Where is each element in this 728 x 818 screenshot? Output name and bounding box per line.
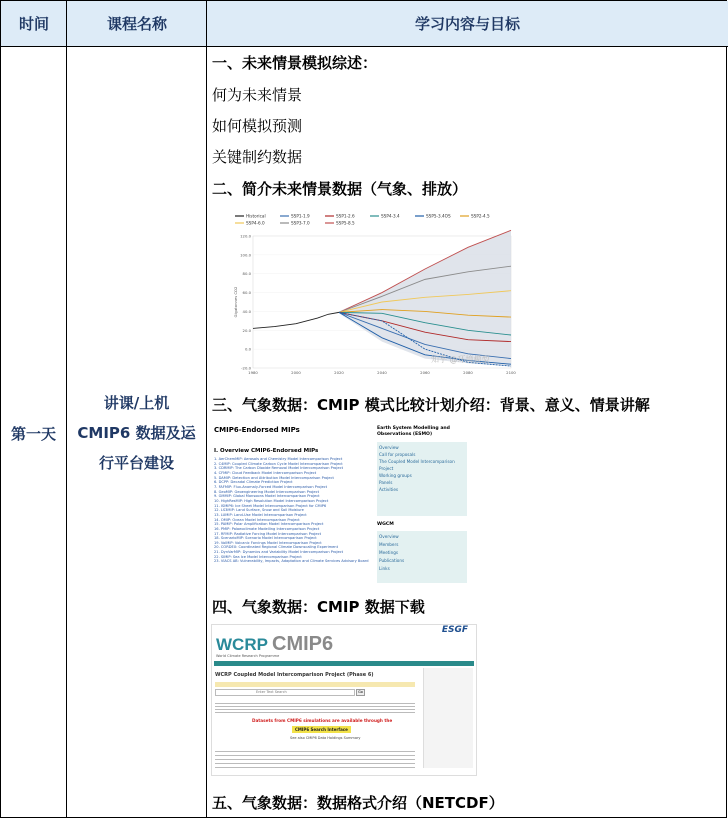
mip-item[interactable]: 17. RFMIP: Radiative Forcing Model Intercomparison Project	[214, 531, 322, 536]
y-tick-label: 60.0	[242, 290, 251, 296]
wcrp-logo: WCRP	[216, 635, 268, 654]
side2-link[interactable]: Overview	[379, 534, 399, 539]
search-button[interactable]: Go	[356, 689, 365, 696]
mip-item[interactable]: 3. CDRMIP: The Carbon Dioxide Removal Model Intercomparison Project	[214, 466, 343, 471]
side-link[interactable]: Activities	[379, 487, 399, 492]
course-name-line: 讲课/上机	[103, 394, 170, 412]
search-label-bar	[215, 682, 415, 687]
legend-label: SSP1-1.9	[291, 213, 310, 219]
y-tick-label: -20.0	[241, 365, 251, 371]
side-link[interactable]: Working groups	[379, 473, 412, 478]
section-title: 二、简介未来情景数据（气象、排放）	[212, 180, 468, 198]
y-tick-label: 80.0	[242, 271, 251, 277]
mip-item[interactable]: 14. OMIP: Ocean Model Intercomparison Project	[214, 517, 300, 522]
mip-item[interactable]: 2. C4MIP: Coupled Climate Carbon Cycle Model Intercomparison Project	[214, 461, 343, 466]
side2-title: WGCM	[377, 522, 394, 527]
section-title: 四、气象数据：CMIP 数据下载	[212, 598, 425, 616]
side2-link[interactable]: Links	[379, 566, 390, 571]
watermark: 知乎 @环境模型	[431, 355, 490, 364]
legend-label: SSP5-3.4OS	[426, 213, 451, 219]
legend-label: SSP3-7.0	[291, 220, 310, 226]
mips-title: CMIP6-Endorsed MIPs	[214, 426, 300, 434]
mip-item[interactable]: 8. GeoMIP: Geoengineering Model Intercomparison Project	[214, 489, 319, 494]
search-input[interactable]: Enter Text Search	[215, 689, 355, 696]
header-course-label: 课程名称	[106, 15, 167, 33]
esgf-page-figure	[211, 624, 477, 776]
mip-item[interactable]: 10. HighResMIP: High Resolution Model Intercomparison Project	[214, 498, 329, 503]
emissions-chart-figure	[231, 208, 516, 378]
legend-label: SSP5-8.5	[336, 220, 355, 226]
x-tick-label: 2040	[377, 370, 387, 375]
side2-link[interactable]: Members	[379, 542, 399, 547]
section-title: 一、未来情景模拟综述：	[212, 54, 378, 72]
mip-item[interactable]: 21. DynVarMIP: Dynamics and Variability Model Intercomparison Project	[214, 550, 344, 555]
header-time	[1, 1, 67, 47]
y-tick-label: 20.0	[242, 327, 251, 333]
mip-item[interactable]: 12. LS3MIP: Land Surface, Snow and Soil Moisture	[214, 508, 304, 513]
esgf-logo: ESGF	[441, 625, 468, 635]
y-tick-label: 0.0	[244, 346, 251, 352]
legend-label: SSP4-6.0	[246, 220, 265, 226]
emissions-chart	[231, 208, 516, 378]
section-item: 如何模拟预测	[212, 117, 303, 135]
side-menu	[377, 442, 467, 516]
section-item: 何为未来情景	[212, 86, 303, 104]
x-tick-label: 2080	[463, 370, 473, 375]
mip-item[interactable]: 4. CFMIP: Cloud Feedback Model Intercomparison Project	[214, 470, 317, 475]
side2-link[interactable]: Publications	[379, 558, 405, 563]
mip-item[interactable]: 13. LUMIP: Land-Use Model Intercomparison Project	[214, 512, 307, 517]
data-holdings-link[interactable]: See also CMIP6 Data Holdings Summary	[290, 736, 361, 740]
day-label: 第一天	[10, 424, 56, 443]
body-text-lines	[215, 748, 415, 772]
mip-item[interactable]: 7. FAFMIP: Flux-Anomaly-Forced Model Intercomparison Project	[214, 484, 328, 489]
cmip6-search-link[interactable]: CMIP6 Search Interface	[292, 726, 351, 733]
content-cell	[207, 48, 726, 817]
course-name-line: 行平台建设	[98, 454, 174, 472]
legend-label: Historical	[246, 213, 266, 219]
course-name-line: CMIP6 数据及运	[77, 424, 196, 442]
legend-label: SSP2-4.5	[471, 213, 490, 219]
legend-label: SSP1-2.6	[336, 213, 355, 219]
mip-item[interactable]: 15. PAMIP: Polar Amplification Model Intercomparison Project	[214, 522, 324, 527]
mip-item[interactable]: 16. PMIP: Palaeoclimate Modelling Intercomparison Project	[214, 526, 320, 531]
cmip-side-panel	[377, 426, 467, 582]
x-tick-label: 1980	[248, 370, 258, 375]
header-course	[67, 1, 207, 47]
y-tick-label: 100.0	[240, 252, 251, 258]
x-tick-label: 2100	[506, 370, 516, 375]
side2-menu	[377, 531, 467, 583]
esgf-heading: WCRP Coupled Model Intercomparison Project (Phase 6)	[215, 672, 374, 678]
mip-item[interactable]: 5. DAMIP: Detection and Attribution Model Intercomparison Project	[214, 475, 334, 480]
mip-item[interactable]: 11. ISMIP6: Ice Sheet Model Intercomparison Project for CMIP6	[214, 503, 327, 508]
x-tick-label: 2060	[420, 370, 430, 375]
side2-link[interactable]: Meetings	[379, 550, 399, 555]
side-link[interactable]: Call for proposals	[379, 452, 416, 457]
x-tick-label: 2000	[291, 370, 301, 375]
day-cell	[1, 48, 66, 818]
mips-subtitle: I. Overview CMIP6-Endorsed MIPs	[214, 448, 319, 454]
course-cell	[67, 48, 206, 818]
legend-label: SSP4-3.4	[381, 213, 400, 219]
side-link[interactable]: Overview	[379, 445, 399, 450]
mip-item[interactable]: 6. DCPP: Decadal Climate Prediction Project	[214, 480, 293, 485]
side-title: Earth System Modelling and Observations (ESMO)	[377, 426, 450, 437]
side-link[interactable]: The Coupled Model Intercomparison Project	[379, 459, 455, 471]
header-content	[207, 1, 728, 47]
y-tick-label: 120.0	[240, 233, 251, 239]
section-title: 五、气象数据：数据格式介绍（NETCDF）	[212, 794, 504, 812]
header-time-label: 时间	[18, 15, 49, 33]
y-tick-label: 40.0	[242, 308, 251, 314]
mip-item[interactable]: 1. AerChemMIP: Aerosols and Chemistry Model Intercomparison Project	[214, 457, 343, 461]
intro-text-lines	[215, 701, 415, 715]
mip-item[interactable]: 19. VolMIP: Volcanic Forcings Model Intercomparison Project	[214, 540, 322, 545]
mip-item[interactable]: 9. GMMIP: Global Monsoons Model Intercomparison Project	[214, 494, 320, 499]
esgf-side-panel	[423, 668, 473, 768]
cmip6-logo: CMIP6	[272, 633, 334, 655]
esgf-header	[212, 625, 476, 661]
x-tick-label: 2020	[334, 370, 344, 375]
section-title: 三、气象数据：CMIP 模式比较计划介绍：背景、意义、情景讲解	[212, 396, 650, 414]
mip-item[interactable]: 22. SIMIP: Sea Ice Model Intercomparison Project	[214, 554, 302, 559]
mip-item[interactable]: 20. CORDEX: Coordinated Regional Climate Downscaling Experiment	[214, 545, 338, 550]
section-item: 关键制约数据	[212, 148, 303, 166]
side-link[interactable]: Panels	[379, 480, 393, 485]
mip-item[interactable]: 23. VIACS AB: Vulnerability, Impacts, Adaptation and Climate Services Advisory Board	[214, 559, 369, 564]
red-notice: Datasets from CMIP6 simulations are available through the	[252, 718, 393, 723]
esgf-body	[212, 666, 476, 774]
wcrp-subtitle: World Climate Research Programme	[216, 654, 280, 658]
mip-item[interactable]: 18. ScenarioMIP: Scenario Model Intercomparison Project	[214, 536, 317, 541]
header-content-label: 学习内容与目标	[414, 15, 520, 33]
y-axis-label: Gigatonnes CO2	[233, 286, 238, 318]
